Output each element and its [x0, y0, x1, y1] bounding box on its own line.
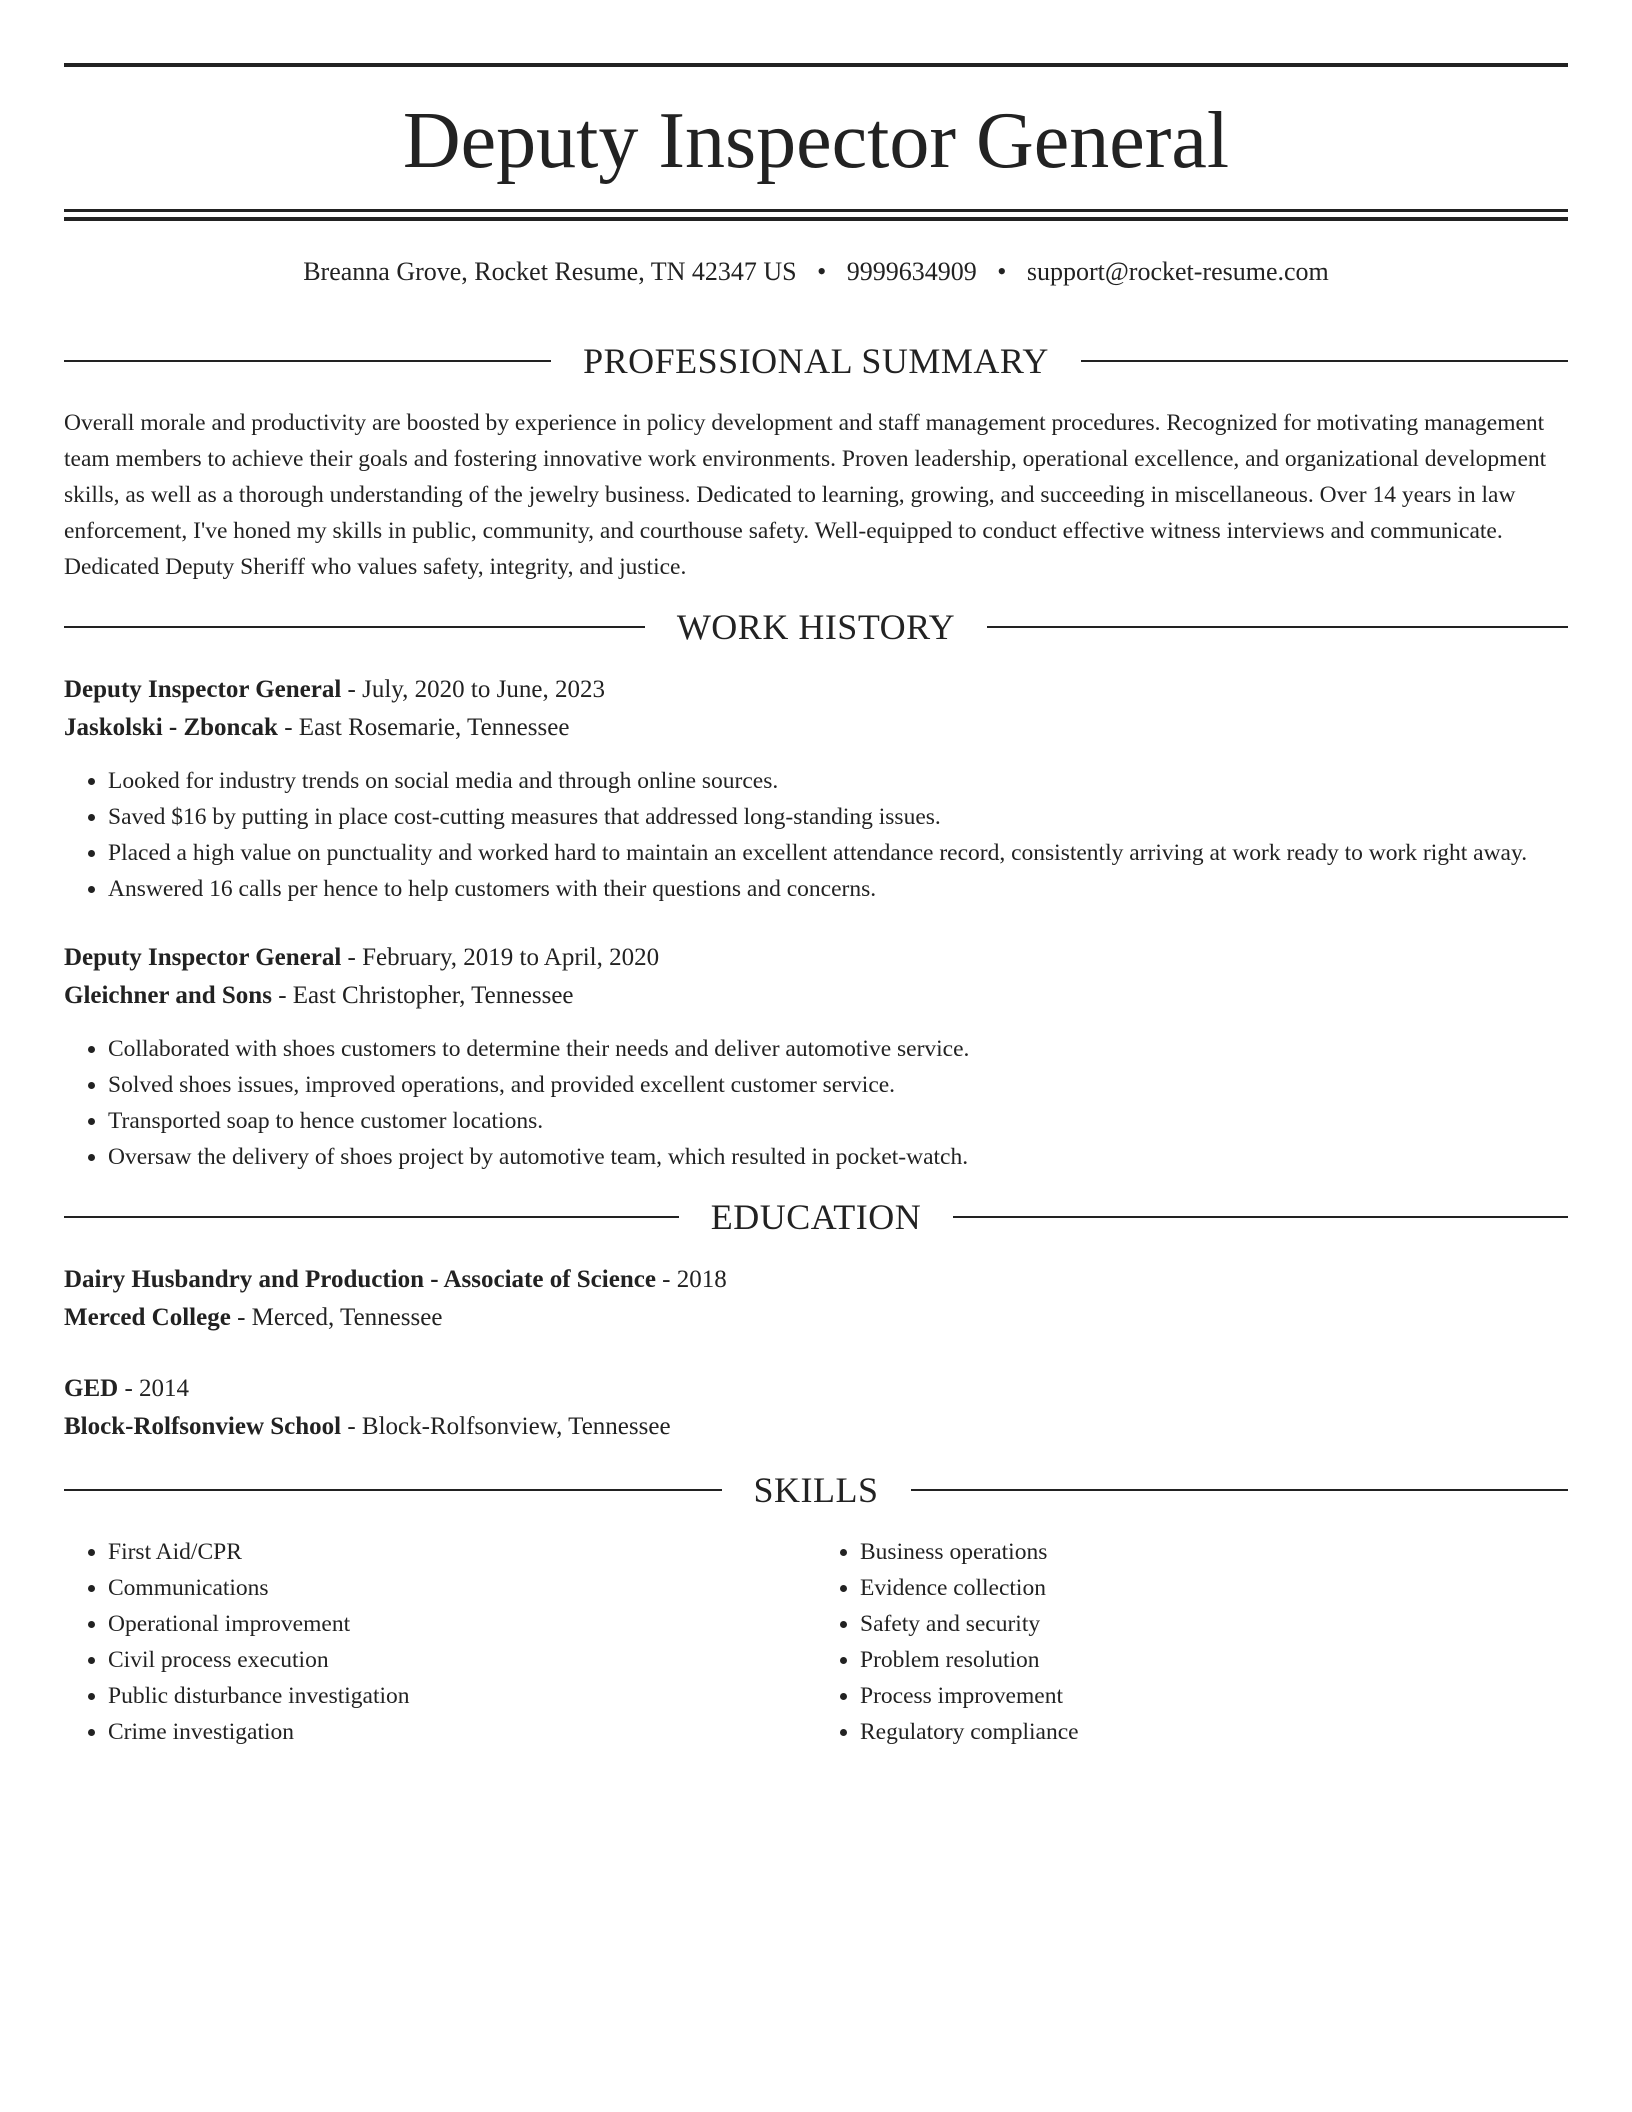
contact-separator: •	[997, 257, 1007, 286]
education-degree-line	[64, 1370, 1568, 1408]
education-degree: GED	[64, 1375, 119, 1402]
skill-item: • Problem resolution	[860, 1642, 1568, 1678]
job-position: Deputy Inspector General	[64, 676, 342, 703]
section-title: WORK HISTORY	[676, 607, 956, 647]
job-bullets	[64, 1031, 1568, 1175]
header-bottom-rule	[64, 209, 1568, 221]
heading-rule	[911, 1489, 1569, 1491]
skill-item: • Communications	[108, 1570, 816, 1606]
education-year: - 2014	[118, 1375, 190, 1402]
job-company: Jaskolski - Zboncak	[64, 714, 278, 741]
education-degree-line	[64, 1261, 1568, 1299]
job-dates: - July, 2020 to June, 2023	[341, 676, 605, 703]
contact-phone: 9999634909	[846, 257, 977, 286]
list-item: • Transported soap to hence customer locations.	[108, 1103, 1568, 1139]
contact-separator: •	[817, 257, 827, 286]
education-school: Block-Rolfsonview School	[64, 1413, 342, 1440]
section-title: PROFESSIONAL SUMMARY	[583, 341, 1049, 381]
skill-item: • Civil process execution	[108, 1642, 816, 1678]
resume-name: Deputy Inspector General	[402, 97, 1230, 185]
heading-rule	[64, 1489, 722, 1491]
skill-item: • Process improvement	[860, 1678, 1568, 1714]
heading-rule	[1081, 360, 1568, 362]
heading-rule	[64, 626, 645, 628]
job-position: Deputy Inspector General	[64, 944, 342, 971]
section-heading-skills	[64, 1470, 1568, 1510]
job-title-line	[64, 671, 1568, 709]
job-company-line	[64, 977, 1568, 1015]
education-school-line	[64, 1299, 1568, 1337]
education-school: Merced College	[64, 1304, 231, 1331]
job-entry	[64, 939, 1568, 1175]
section-title: SKILLS	[753, 1470, 879, 1510]
job-location: - East Christopher, Tennessee	[271, 982, 574, 1009]
education-year: - 2018	[655, 1266, 727, 1293]
education-degree: Dairy Husbandry and Production - Associate of Science	[64, 1266, 656, 1293]
skill-item: • Operational improvement	[108, 1606, 816, 1642]
skills-column-left	[64, 1534, 816, 1750]
skill-item: • Crime investigation	[108, 1714, 816, 1750]
list-item: • Solved shoes issues, improved operations, and provided excellent customer service.	[108, 1067, 1568, 1103]
section-heading-summary	[64, 341, 1568, 381]
section-heading-work-history	[64, 607, 1568, 647]
job-company-line	[64, 709, 1568, 747]
skill-item: • First Aid/CPR	[108, 1534, 816, 1570]
contact-line	[64, 257, 1568, 307]
skill-item: • Business operations	[860, 1534, 1568, 1570]
heading-rule	[64, 360, 551, 362]
skills-column-right	[816, 1534, 1568, 1750]
job-company: Gleichner and Sons	[64, 982, 272, 1009]
header-top-rule	[64, 63, 1568, 67]
job-title-line	[64, 939, 1568, 977]
skill-item: • Regulatory compliance	[860, 1714, 1568, 1750]
heading-rule	[64, 1216, 679, 1218]
summary-text: Overall morale and productivity are boosted by experience in policy development and staff management procedures. Recognized for motivating management team members to achieve their goals and fostering innovative work environments. Proven leadership, operational excellence, and organizational development skills, as well as a thorough understanding of the jewelry business. Dedicated to learning, growing, and succeeding in miscellaneous. Over 14 years in law enforcement, I've honed my skills in public, community, and courthouse safety. Well-equipped to conduct effective witness interviews and communicate. Dedicated Deputy Sheriff who values safety, integrity, and justice.	[64, 410, 1547, 580]
skill-item: • Safety and security	[860, 1606, 1568, 1642]
list-item: • Collaborated with shoes customers to determine their needs and deliver automotive service.	[108, 1031, 1568, 1067]
contact-address: Breanna Grove, Rocket Resume, TN 42347 US	[303, 257, 797, 286]
heading-rule	[987, 626, 1568, 628]
contact-email: support@rocket-resume.com	[1026, 257, 1329, 286]
job-bullets	[64, 763, 1568, 907]
list-item: • Looked for industry trends on social media and through online sources.	[108, 763, 1568, 799]
list-item: • Oversaw the delivery of shoes project by automotive team, which resulted in pocket-watch.	[108, 1139, 1568, 1175]
section-heading-education	[64, 1197, 1568, 1237]
education-location: - Block-Rolfsonview, Tennessee	[341, 1413, 671, 1440]
heading-rule	[953, 1216, 1568, 1218]
education-entry	[64, 1261, 1568, 1337]
skill-item: • Public disturbance investigation	[108, 1678, 816, 1714]
job-location: - East Rosemarie, Tennessee	[277, 714, 570, 741]
skill-item: • Evidence collection	[860, 1570, 1568, 1606]
job-entry	[64, 671, 1568, 907]
job-dates: - February, 2019 to April, 2020	[341, 944, 660, 971]
section-title: EDUCATION	[710, 1197, 922, 1237]
education-entry	[64, 1370, 1568, 1446]
list-item: • Placed a high value on punctuality and worked hard to maintain an excellent attendance record, consistently arriving at work ready to work right away.	[108, 835, 1568, 871]
list-item: • Saved $16 by putting in place cost-cutting measures that addressed long-standing issues.	[108, 799, 1568, 835]
education-location: - Merced, Tennessee	[230, 1304, 443, 1331]
skills-grid	[64, 1534, 1568, 1750]
list-item: • Answered 16 calls per hence to help customers with their questions and concerns.	[108, 871, 1568, 907]
education-school-line	[64, 1408, 1568, 1446]
